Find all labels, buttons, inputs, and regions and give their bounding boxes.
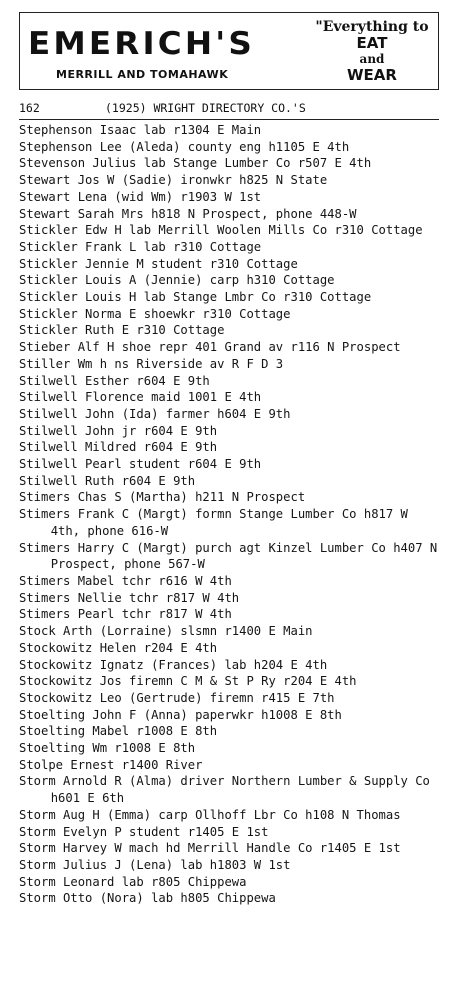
- directory-entry: Stickler Ruth E r310 Cottage: [19, 323, 225, 338]
- ad-slogan-line: WEAR: [347, 66, 397, 84]
- directory-entry: Stoelting Mabel r1008 E 8th: [19, 724, 218, 739]
- directory-entry: Stieber Alf H shoe repr 401 Grand av r116 N Prospect: [19, 340, 401, 355]
- ad-slogan-line: and: [359, 52, 385, 66]
- directory-entry: Storm Aug H (Emma) carp Ollhoff Lbr Co h108 N Thomas: [19, 807, 401, 822]
- ad-slogan-line: "Everything to: [315, 19, 429, 35]
- emerichs-advertisement: [19, 12, 439, 90]
- directory-entry: Stephenson Lee (Aleda) county eng h1105 E 4th: [19, 139, 350, 154]
- directory-entry: Stilwell John jr r604 E 9th: [19, 423, 218, 438]
- directory-entry: Stickler Norma E shoewkr r310 Cottage: [19, 306, 291, 321]
- directory-entry: Stockowitz Leo (Gertrude) firemn r415 E 7th: [19, 690, 335, 705]
- directory-entry: Storm Leonard lab r805 Chippewa: [19, 874, 247, 889]
- directory-entry: Stimers Harry C (Margt) purch agt Kinzel Lumber Co h407 N Prospect, phone 567-W: [19, 540, 445, 572]
- directory-entry: Stockowitz Ignatz (Frances) lab h204 E 4th: [19, 657, 328, 672]
- directory-entry: Stoelting Wm r1008 E 8th: [19, 741, 196, 756]
- directory-entry: Stickler Louis A (Jennie) carp h310 Cottage: [19, 273, 335, 288]
- directory-entry: Stolpe Ernest r1400 River: [19, 757, 203, 772]
- directory-entry: Stock Arth (Lorraine) slsmn r1400 E Main: [19, 624, 313, 639]
- directory-entry: Storm Julius J (Lena) lab h1803 W 1st: [19, 857, 291, 872]
- directory-entry: Stimers Pearl tchr r817 W 4th: [19, 607, 232, 622]
- directory-entry: Stilwell John (Ida) farmer h604 E 9th: [19, 406, 291, 421]
- directory-entry: Stockowitz Helen r204 E 4th: [19, 640, 218, 655]
- directory-entry: Stilwell Mildred r604 E 9th: [19, 440, 218, 455]
- directory-entry: Stickler Louis H lab Stange Lmbr Co r310 Cottage: [19, 290, 372, 305]
- page-header: [19, 101, 439, 120]
- ad-slogan-line: EAT: [356, 34, 388, 52]
- ad-location: MERRILL AND TOMAHAWK: [56, 68, 229, 81]
- directory-entry: Stilwell Pearl student r604 E 9th: [19, 457, 262, 472]
- directory-entry: Stewart Jos W (Sadie) ironwkr h825 N State: [19, 173, 328, 188]
- directory-entry: Storm Evelyn P student r1405 E 1st: [19, 824, 269, 839]
- directory-entry: Stimers Frank C (Margt) formn Stange Lumber Co h817 W 4th, phone 616-W: [19, 507, 416, 538]
- directory-entry: Stickler Jennie M student r310 Cottage: [19, 256, 298, 271]
- directory-entry: Stilwell Florence maid 1001 E 4th: [19, 390, 262, 405]
- ad-brand-name: EMERICH'S: [28, 26, 255, 62]
- directory-entry: Stevenson Julius lab Stange Lumber Co r507 E 4th: [19, 156, 372, 171]
- directory-entry: Stoelting John F (Anna) paperwkr h1008 E 8th: [19, 707, 342, 722]
- page-number: 162: [19, 101, 40, 115]
- directory-entry: Stiller Wm h ns Riverside av R F D 3: [19, 356, 284, 371]
- directory-entry: Storm Harvey W mach hd Merrill Handle Co r1405 E 1st: [19, 841, 401, 856]
- directory-entry: Stickler Edw H lab Merrill Woolen Mills Co r310 Cottage: [19, 223, 423, 238]
- directory-listing: [19, 122, 445, 907]
- ad-slogan: [307, 19, 437, 83]
- directory-entry: Stewart Sarah Mrs h818 N Prospect, phone 448-W: [19, 206, 357, 221]
- directory-entry: Stickler Frank L lab r310 Cottage: [19, 239, 262, 254]
- directory-entry: Stimers Chas S (Martha) h211 N Prospect: [19, 490, 306, 505]
- directory-entry: Storm Arnold R (Alma) driver Northern Lumber & Supply Co h601 E 6th: [19, 774, 438, 806]
- directory-entry: Stockowitz Jos firemn C M & St P Ry r204 E 4th: [19, 674, 357, 689]
- directory-entry: Stephenson Isaac lab r1304 E Main: [19, 123, 262, 137]
- directory-entry: Stilwell Ruth r604 E 9th: [19, 473, 196, 488]
- directory-entry: Stimers Mabel tchr r616 W 4th: [19, 573, 232, 588]
- directory-entry: Stimers Nellie tchr r817 W 4th: [19, 590, 240, 605]
- directory-entry: Stewart Lena (wid Wm) r1903 W 1st: [19, 189, 262, 204]
- directory-entry: Storm Otto (Nora) lab h805 Chippewa: [19, 891, 276, 906]
- page-title: (1925) WRIGHT DIRECTORY CO.'S: [105, 101, 306, 115]
- directory-entry: Stilwell Esther r604 E 9th: [19, 373, 210, 388]
